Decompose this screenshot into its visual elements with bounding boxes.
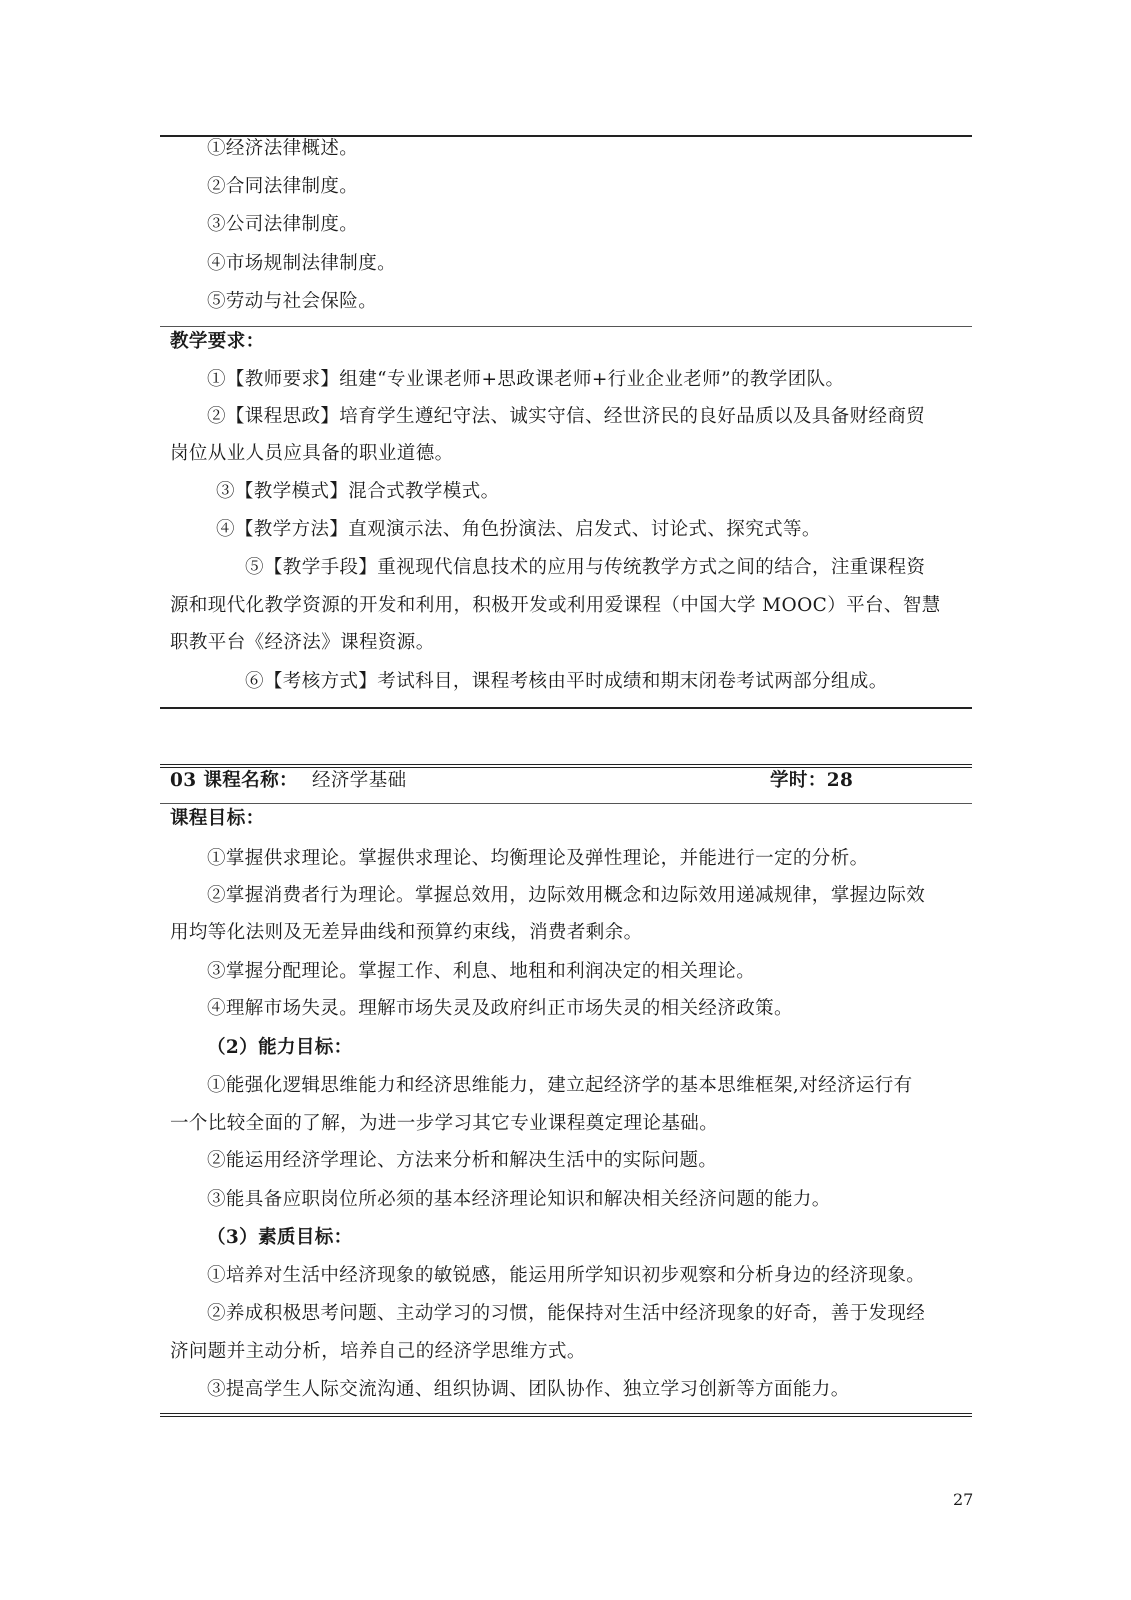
requirement-5-line-3: 职教平台《经济法》课程资源。 — [170, 632, 435, 653]
content-item-2: ②合同法律制度。 — [207, 176, 359, 197]
ability-2: ②能运用经济学理论、方法来分析和解决生活中的实际问题。 — [207, 1150, 718, 1171]
content-item-3: ③公司法律制度。 — [207, 214, 359, 235]
requirement-3: ③【教学模式】混合式教学模式。 — [216, 481, 500, 502]
requirement-5-line-1: ⑤【教学手段】重视现代信息技术的应用与传统教学方式之间的结合，注重课程资 — [245, 557, 926, 578]
goal-2-line-1: ②掌握消费者行为理论。掌握总效用，边际效用概念和边际效用递减规律，掌握边际效 — [207, 885, 926, 906]
content-item-1: ①经济法律概述。 — [207, 138, 359, 159]
quality-1: ①培养对生活中经济现象的敏锐感，能运用所学知识初步观察和分析身边的经济现象。 — [207, 1265, 926, 1286]
quality-2-line-2: 济问题并主动分析，培养自己的经济学思维方式。 — [170, 1341, 586, 1362]
goals-heading: 课程目标： — [170, 808, 265, 829]
course-name: 经济学基础 — [312, 770, 407, 791]
goal-3: ③掌握分配理论。掌握工作、利息、地租和利润决定的相关理论。 — [207, 961, 756, 982]
requirement-5-line-2: 源和现代化教学资源的开发和利用，积极开发或利用爱课程（中国大学 MOOC）平台、智慧 — [170, 595, 941, 616]
ability-1-line-1: ①能强化逻辑思维能力和经济思维能力，建立起经济学的基本思维框架,对经济运行有 — [207, 1075, 913, 1096]
requirements-heading: 教学要求： — [170, 331, 265, 352]
requirement-2-line-1: ②【课程思政】培育学生遵纪守法、诚实守信、经世济民的良好品质以及具备财经商贸 — [207, 406, 926, 427]
ability-heading: （2）能力目标： — [207, 1037, 353, 1058]
course-number-label: 03 课程名称： — [170, 770, 298, 791]
content-item-4: ④市场规制法律制度。 — [207, 253, 397, 274]
course-hours: 学时：28 — [770, 770, 854, 791]
course-table-top-rule — [160, 764, 972, 768]
course-table-bottom-rule — [160, 1413, 972, 1417]
quality-2-line-1: ②养成积极思考问题、主动学习的习惯，能保持对生活中经济现象的好奇，善于发现经 — [207, 1303, 926, 1324]
content-item-5: ⑤劳动与社会保险。 — [207, 291, 378, 312]
requirement-4: ④【教学方法】直观演示法、角色扮演法、启发式、讨论式、探究式等。 — [216, 519, 821, 540]
goal-1: ①掌握供求理论。掌握供求理论、均衡理论及弹性理论，并能进行一定的分析。 — [207, 848, 869, 869]
ability-3: ③能具备应职岗位所必须的基本经济理论知识和解决相关经济问题的能力。 — [207, 1189, 831, 1210]
row-divider — [160, 326, 972, 327]
requirement-6: ⑥【考核方式】考试科目，课程考核由平时成绩和期末闭卷考试两部分组成。 — [245, 671, 888, 692]
requirement-1: ①【教师要求】组建“专业课老师+思政课老师+行业企业老师”的教学团队。 — [207, 369, 845, 390]
quality-heading: （3）素质目标： — [207, 1227, 353, 1248]
quality-3: ③提高学生人际交流沟通、组织协调、团队协作、独立学习创新等方面能力。 — [207, 1379, 850, 1400]
page-number: 27 — [953, 1490, 974, 1509]
goal-2-line-2: 用均等化法则及无差异曲线和预算约束线，消费者剩余。 — [170, 922, 643, 943]
table-bottom-rule — [160, 707, 972, 709]
goal-4: ④理解市场失灵。理解市场失灵及政府纠正市场失灵的相关经济政策。 — [207, 998, 793, 1019]
ability-1-line-2: 一个比较全面的了解，为进一步学习其它专业课程奠定理论基础。 — [170, 1113, 719, 1134]
header-divider — [160, 803, 972, 804]
requirement-2-line-2: 岗位从业人员应具备的职业道德。 — [170, 443, 454, 464]
